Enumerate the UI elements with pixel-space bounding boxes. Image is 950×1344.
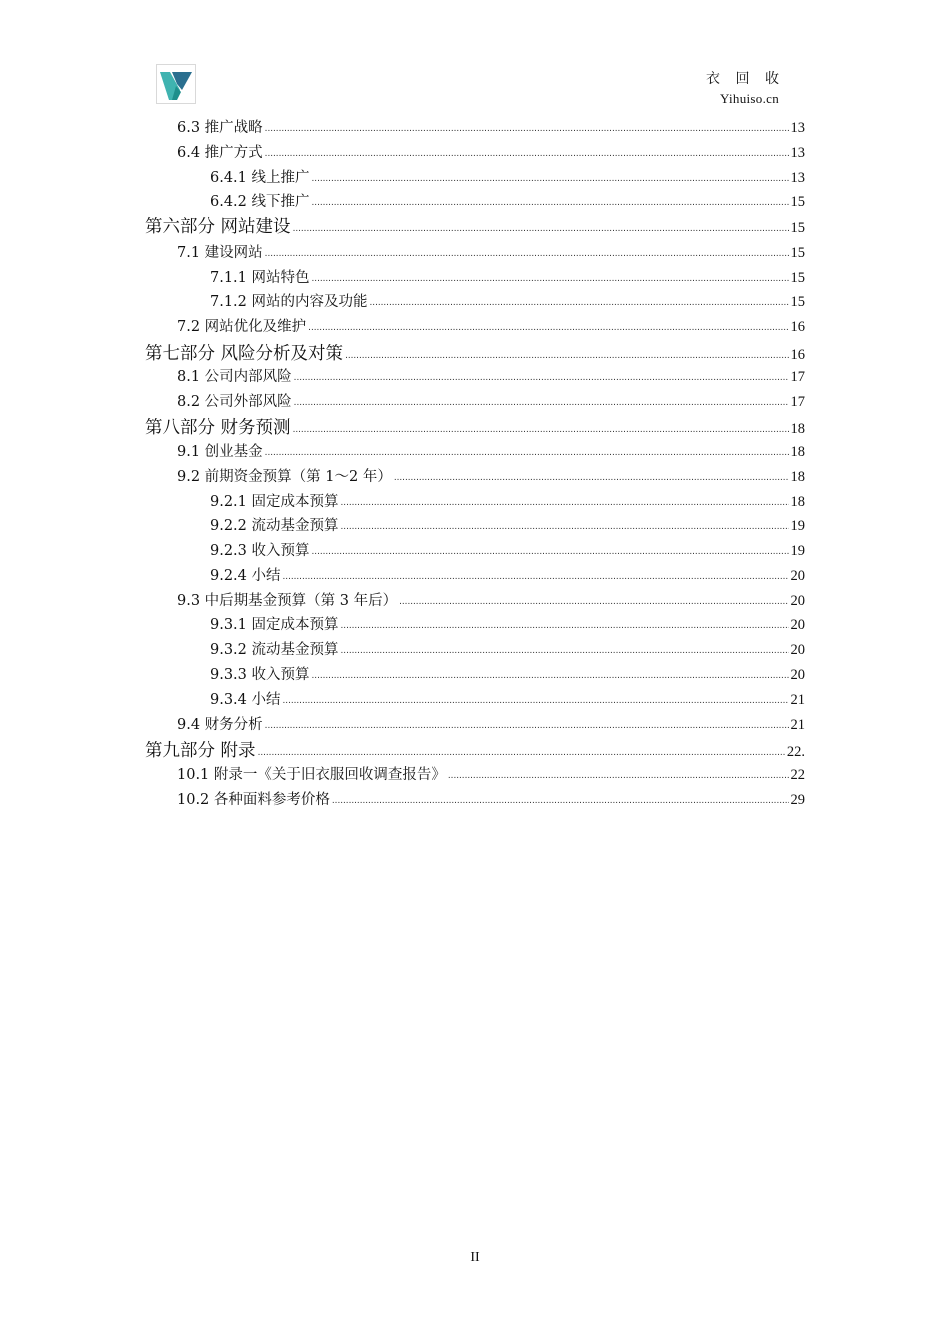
toc-entry-page: 15 [790,245,805,261]
toc-entry-title: 7.1.2 网站的内容及功能 [210,294,368,310]
toc-leader-dots [332,791,789,807]
toc-entry[interactable] [210,539,805,560]
toc-entry-page: 19 [790,543,805,559]
toc-entry-title: 7.1.1 网站特色 [210,270,310,286]
toc-leader-dots [341,493,789,509]
toc-entry[interactable] [210,266,805,287]
toc-leader-dots [294,393,789,409]
toc-entry-title: 10.2 各种面料参考价格 [177,792,330,808]
toc-entry-page: 17 [790,394,805,410]
toc-entry[interactable] [177,365,805,386]
toc-leader-dots [308,318,788,334]
toc-leader-dots [399,592,788,608]
toc-entry-title: 6.4.1 线上推广 [210,170,310,186]
toc-entry-title: 10.1 附录一《关于旧衣服回收调查报告》 [177,767,446,783]
toc-entry-title: 9.2.2 流动基金预算 [210,518,339,534]
toc-entry[interactable] [177,465,805,486]
toc-entry-title: 6.4.2 线下推广 [210,194,310,210]
toc-entry[interactable] [210,514,805,535]
toc-entry-page: 17 [790,369,805,385]
toc-entry-page: 29 [790,792,805,808]
toc-leader-dots [370,293,789,309]
toc-leader-dots [293,216,789,236]
toc-entry[interactable] [177,390,805,411]
toc-entry-title: 8.2 公司外部风险 [177,394,292,410]
toc-entry-page: 13 [790,170,805,186]
page-number: II [470,1250,480,1265]
toc-entry-title: 7.1 建设网站 [177,245,263,261]
toc-entry-page: 13 [790,145,805,161]
toc-entry-page: 18 [790,444,805,460]
toc-entry[interactable] [145,340,805,365]
toc-leader-dots [265,716,789,732]
toc-entry[interactable] [177,763,805,784]
toc-entry[interactable] [210,190,805,211]
toc-leader-dots [283,691,789,707]
brand-name-chinese: 衣 回 收 [706,72,785,87]
toc-leader-dots [293,417,789,437]
toc-leader-dots [341,616,789,632]
toc-entry-title: 9.2.1 固定成本预算 [210,494,339,510]
toc-entry-page: 18 [790,469,805,485]
toc-entry-page: 15 [790,194,805,210]
toc-entry-page: 16 [790,319,805,335]
toc-entry[interactable] [210,688,805,709]
toc-entry-title: 9.1 创业基金 [177,444,263,460]
toc-entry-page: 13 [790,120,805,136]
toc-entry-title: 9.3.2 流动基金预算 [210,642,339,658]
header-brand [706,70,785,108]
brand-logo [156,64,196,104]
toc-entry-title: 9.4 财务分析 [177,717,263,733]
toc-entry-title: 6.3 推广战略 [177,120,263,136]
toc-entry-title: 第九部分 附录 [145,741,256,761]
toc-entry-page: 22 [790,767,805,783]
toc-entry-page: 20 [790,593,805,609]
toc-entry-title: 7.2 网站优化及维护 [177,319,307,335]
toc-entry-page: 15 [790,270,805,286]
toc-entry-title: 9.3.3 收入预算 [210,667,310,683]
toc-entry[interactable] [145,414,805,439]
toc-entry-page: 21 [790,692,805,708]
toc-entry-page: 22. [786,744,805,760]
toc-entry-title: 9.3.1 固定成本预算 [210,617,339,633]
toc-entry[interactable] [145,737,805,762]
toc-entry[interactable] [145,213,805,238]
toc-entry-title: 9.3 中后期基金预算（第 3 年后） [177,593,398,609]
brand-logo-icon [156,64,196,104]
toc-entry-title: 6.4 推广方式 [177,145,263,161]
toc-entry[interactable] [177,713,805,734]
toc-entry-page: 19 [790,518,805,534]
toc-entry-page: 15 [790,294,805,310]
toc-leader-dots [312,269,789,285]
toc-entry[interactable] [210,564,805,585]
toc-entry-page: 20 [790,568,805,584]
toc-entry-page: 20 [790,667,805,683]
toc-entry-page: 16 [790,347,805,363]
toc-entry-page: 20 [790,617,805,633]
toc-entry-title: 9.2 前期资金预算（第 1～2 年） [177,469,392,485]
toc-entry[interactable] [177,788,805,809]
toc-leader-dots [283,567,789,583]
toc-entry-title: 9.2.4 小结 [210,568,281,584]
toc-leader-dots [265,119,789,135]
toc-entry-title: 第六部分 网站建设 [145,217,291,237]
toc-leader-dots [312,666,789,682]
toc-entry[interactable] [177,589,805,610]
toc-leader-dots [312,169,789,185]
toc-leader-dots [265,443,789,459]
toc-entry[interactable] [210,638,805,659]
toc-entry[interactable] [210,166,805,187]
toc-entry[interactable] [177,241,805,262]
toc-entry-page: 18 [790,494,805,510]
toc-leader-dots [341,517,789,533]
toc-entry-page: 18 [790,421,805,437]
toc-leader-dots [294,368,789,384]
brand-domain: Yihuiso.cn [720,91,779,106]
toc-leader-dots [258,740,785,760]
toc-leader-dots [341,641,789,657]
toc-entry[interactable] [210,663,805,684]
toc-entry[interactable] [177,315,805,336]
toc-leader-dots [394,468,789,484]
toc-entry-page: 15 [790,220,805,236]
toc-entry[interactable] [177,440,805,461]
toc-entry-title: 9.2.3 收入预算 [210,543,310,559]
toc-entry[interactable] [177,141,805,162]
toc-entry-page: 20 [790,642,805,658]
toc-entry[interactable] [210,290,805,311]
toc-entry-title: 8.1 公司内部风险 [177,369,292,385]
toc-leader-dots [312,542,789,558]
toc-entry-title: 第八部分 财务预测 [145,418,291,438]
toc-leader-dots [345,343,788,363]
toc-entry[interactable] [210,613,805,634]
toc-leader-dots [312,193,789,209]
toc-leader-dots [265,144,789,160]
toc-leader-dots [448,766,789,782]
toc-leader-dots [265,244,789,260]
toc-entry[interactable] [210,490,805,511]
toc-entry-title: 第七部分 风险分析及对策 [145,344,344,364]
toc-entry-page: 21 [790,717,805,733]
toc-entry[interactable] [177,116,805,137]
toc-entry-title: 9.3.4 小结 [210,692,281,708]
